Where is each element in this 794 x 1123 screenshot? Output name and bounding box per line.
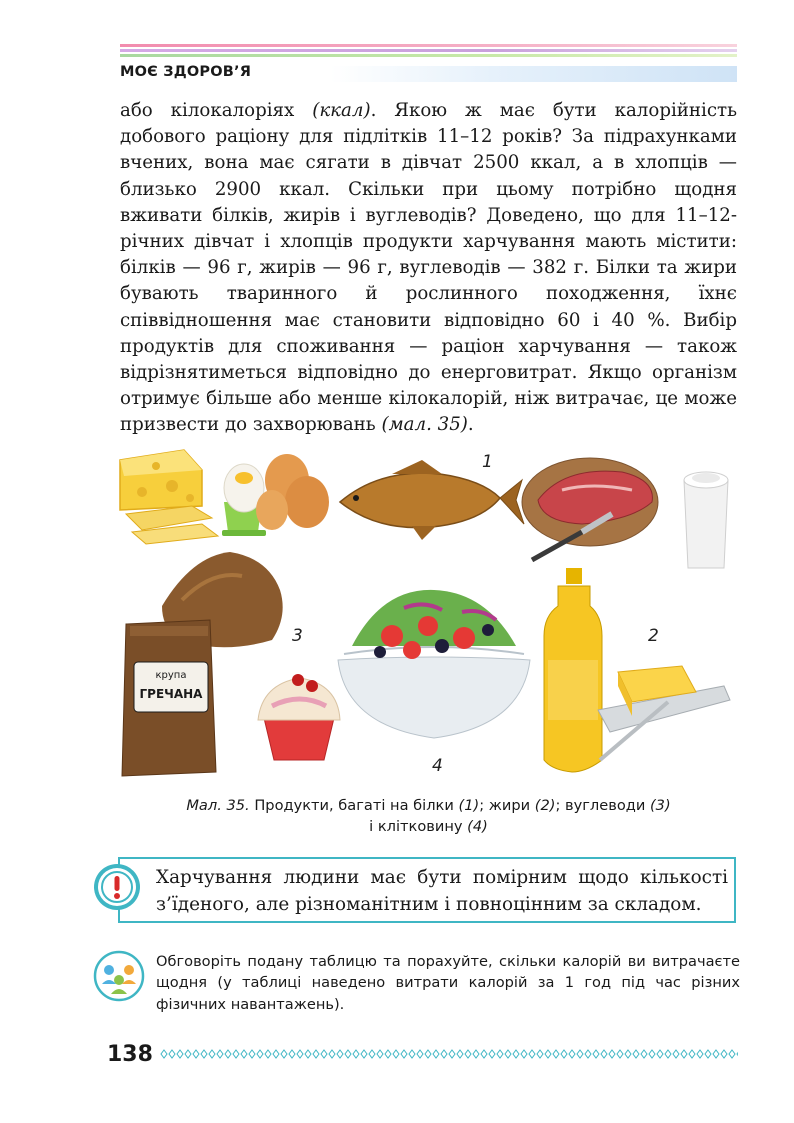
body-text-start: або кілокалоріях bbox=[120, 100, 295, 121]
cheese-icon bbox=[120, 450, 218, 544]
header-decor-bars bbox=[120, 44, 737, 58]
body-text-main: . Якою ж має бути калорійність добового раціону для підлітків 11–12 років? За підрахунками вчених, вона має сягати в дівчат 2500 ккал, а в хлопців — близько 2900 ккал. Скільки при цьому потрібно щодня вживати білків, жирів і вуглеводів? Доведено, що для 11–12-річних дівчат і хлопців продукти харчування мають містити: білків — 96 г, жирів — 96 г, вуглеводів — 382 г. Білки та жири бувають тваринного й рослинного походження, їхнє співвідношення має становити відповідно 60 і 40 %. Вибір продуктів для споживання — раціон харчування — також відрізнятиметься відповідно до енерговитрат. Якщо організм отримує більше або менше кілокалорій, ніж витрачає, це може призвести до захворювань bbox=[120, 100, 737, 436]
caption-prefix: Мал. 35. bbox=[186, 797, 250, 814]
caption-part3: ; вуглеводи bbox=[555, 797, 650, 814]
section-title: МОЄ ЗДОРОВ’Я bbox=[120, 64, 252, 80]
caption-part2: ; жири bbox=[479, 797, 535, 814]
caption-n4: (4) bbox=[467, 818, 488, 835]
group-discussion-icon bbox=[93, 950, 145, 1002]
egg-icon bbox=[222, 454, 329, 536]
caption-n2: (2) bbox=[534, 797, 556, 814]
food-figure bbox=[112, 440, 740, 785]
yogurt-icon bbox=[684, 472, 728, 568]
figure-caption bbox=[120, 795, 737, 837]
header-title-band bbox=[330, 66, 737, 82]
buckwheat-pack-label-big: ГРЕЧАНА bbox=[139, 687, 203, 701]
oil-bottle-icon bbox=[544, 568, 602, 772]
figure-label-2: 2 bbox=[648, 626, 659, 646]
food-illustration bbox=[112, 440, 740, 785]
cupcake-icon bbox=[258, 674, 340, 760]
body-emph-kcal: (ккал) bbox=[312, 100, 371, 121]
salad-bowl-icon bbox=[338, 590, 530, 738]
header-bar-purple bbox=[120, 49, 737, 52]
page-number: 138 bbox=[107, 1042, 153, 1067]
header-bar-pink bbox=[120, 44, 737, 47]
body-text-end: . bbox=[467, 414, 474, 436]
body-emph-figref: (мал. 35) bbox=[381, 414, 468, 436]
caption-n1: (1) bbox=[458, 797, 480, 814]
important-note-text: Харчування людини має бути помірним щодо кількості з’їденого, але різноманітним і повноцінним за складом. bbox=[156, 867, 728, 915]
body-paragraph bbox=[120, 98, 737, 439]
caption-line2: і клітковину bbox=[369, 818, 468, 835]
figure-label-1: 1 bbox=[482, 452, 493, 472]
discussion-task-text: Обговоріть подану таблицю та порахуйте, скільки калорій ви витрачаєте щодня (у таблиці наведено витрати калорій за 1 год під час різних фізичних навантажень). bbox=[156, 953, 740, 1013]
figure-label-4: 4 bbox=[432, 756, 443, 776]
exclamation-icon bbox=[94, 864, 140, 910]
buckwheat-pack-icon bbox=[122, 620, 216, 776]
figure-label-3: 3 bbox=[292, 626, 303, 646]
fish-icon bbox=[340, 460, 524, 540]
butter-icon bbox=[598, 666, 730, 760]
caption-part1: Продукти, багаті на білки bbox=[249, 797, 459, 814]
header-bar-green bbox=[120, 54, 737, 57]
meat-icon bbox=[522, 458, 658, 560]
footer-ornament bbox=[160, 1048, 738, 1060]
caption-n3: (3) bbox=[649, 797, 671, 814]
buckwheat-pack-label-small: крупа bbox=[155, 670, 187, 681]
